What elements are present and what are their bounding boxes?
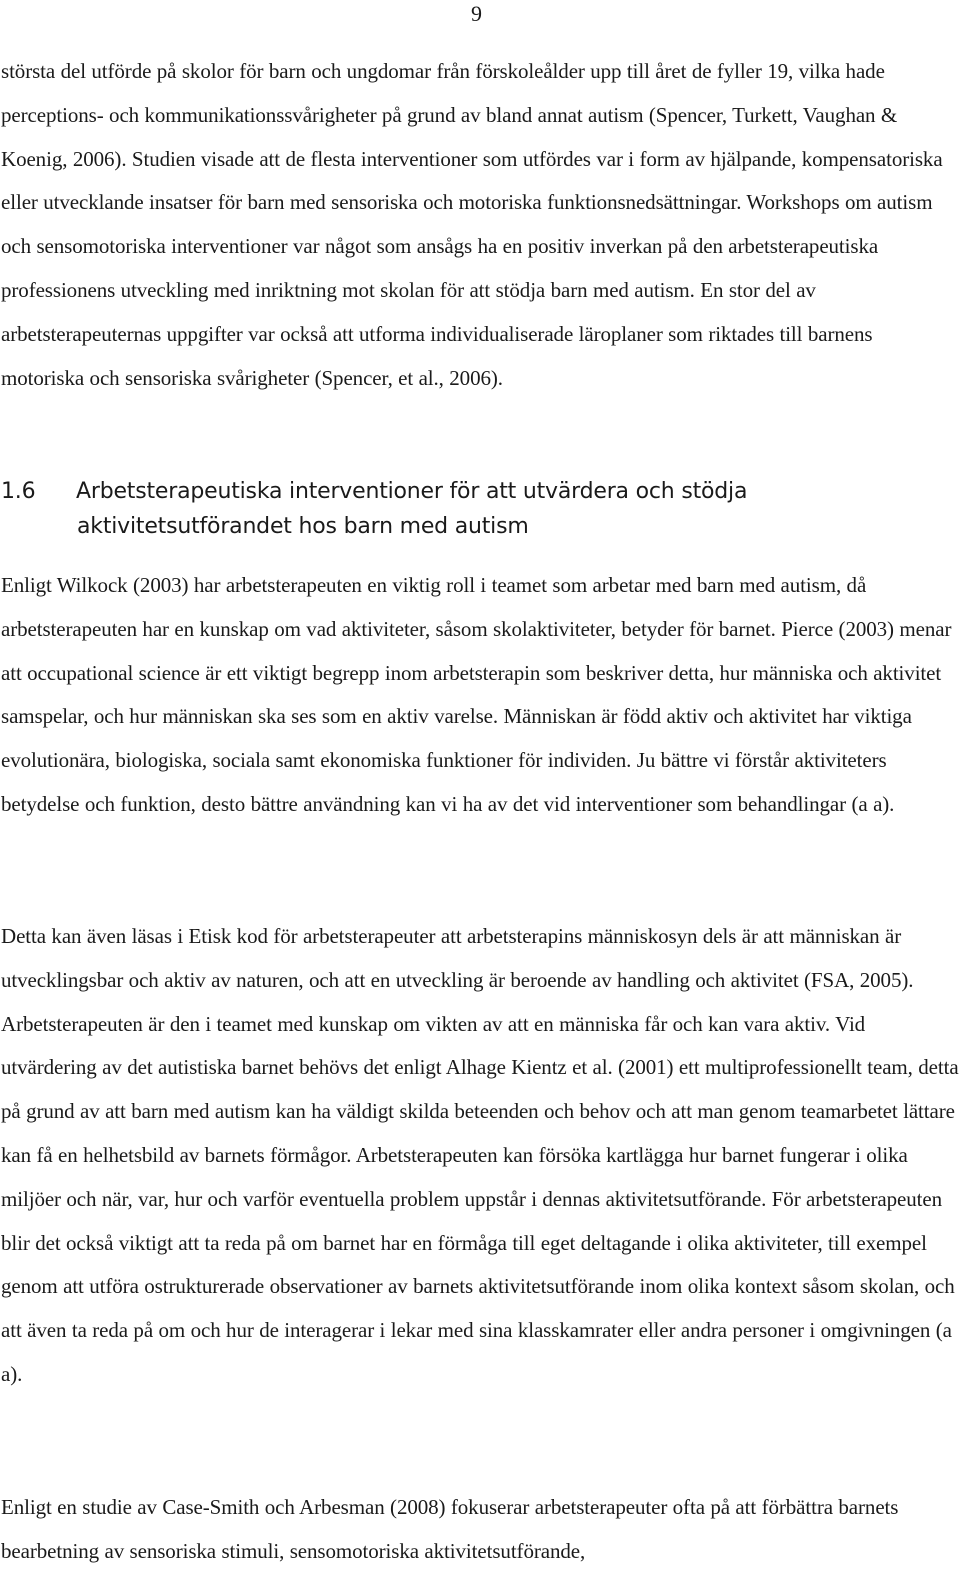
paragraph-2: Enligt Wilkock (2003) har arbetsterapeuten en viktig roll i teamet som arbetar med barn med autism, då arbetsterapeuten har en kunskap om vad aktiviteter, såsom skolaktiviteter, betyder för barnet. Pierce (2003) menar att occupational science är ett viktigt begrepp inom arbetsterapin som beskriver detta, hur människa och aktivitet samspelar, och hur människan ska ses som en aktiv varelse. Människan är född aktiv och aktivitet har viktiga evolutionära, biologiska, sociala samt ekonomiska funktioner för individen. Ju bättre vi förstår aktiviteters betydelse och funktion, desto bättre användning kan vi ha av det vid interventioner som behandlingar (a a). — [1, 573, 952, 816]
section-title-line-2: aktivitetsutförandet hos barn med autism — [77, 514, 529, 539]
paragraph-4: Enligt en studie av Case-Smith och Arbesman (2008) fokuserar arbetsterapeuter ofta på att förbättra barnets bearbetning av sensoriska stimuli, sensomotoriska aktivitetsutförande, — [1, 1495, 899, 1563]
section-number: 1.6 — [1, 479, 36, 504]
page-number: 9 — [471, 1, 482, 26]
section-heading — [1, 474, 941, 544]
section-title-line-1: Arbetsterapeutiska interventioner för att utvärdera och stödja — [76, 479, 748, 504]
paragraph-1: största del utförde på skolor för barn och ungdomar från förskoleålder upp till året de fyller 19, vilka hade perceptions- och kommunikationssvårigheter på grund av bland annat autism (Spencer, Turkett, Vaughan & Koenig, 2006). Studien visade att de flesta interventioner som utfördes var i form av hjälpande, kompensatoriska eller utvecklande insatser för barn med sensoriska och motoriska funktionsnedsättningar. Workshops om autism och sensomotoriska interventioner var något som ansågs ha en positiv inverkan på den arbetsterapeutiska professionens utveckling med inriktning mot skolan för att stödja barn med autism. En stor del av arbetsterapeuternas uppgifter var också att utforma individualiserade läroplaner som riktades till barnens motoriska och sensoriska svårigheter (Spencer, et al., 2006). — [1, 59, 943, 390]
paragraph-3: Detta kan även läsas i Etisk kod för arbetsterapeuter att arbetsterapins människosyn dels är att människan är utvecklingsbar och aktiv av naturen, och att en utveckling är beroende av handling och aktivitet (FSA, 2005). Arbetsterapeuten är den i teamet med kunskap om vikten av att en människa får och kan vara aktiv. Vid utvärdering av det autistiska barnet behövs det enligt Alhage Kientz et al. (2001) ett multiprofessionellt team, detta på grund av att barn med autism kan ha väldigt skilda beteenden och behov och att man genom teamarbetet lättare kan få en helhetsbild av barnets förmågor. Arbetsterapeuten kan försöka kartlägga hur barnet fungerar i olika miljöer och när, var, hur och varför eventuella problem uppstår i dennas aktivitetsutförande. För arbetsterapeuten blir det också viktigt att ta reda på om barnet har en förmåga till eget deltagande i olika aktiviteter, till exempel genom att utföra ostrukturerade observationer av barnets aktivitetsutförande inom olika kontext såsom skolan, och att även ta reda på om och hur de interagerar i lekar med sina klasskamrater eller andra personer i omgivningen (a a). — [1, 924, 959, 1386]
